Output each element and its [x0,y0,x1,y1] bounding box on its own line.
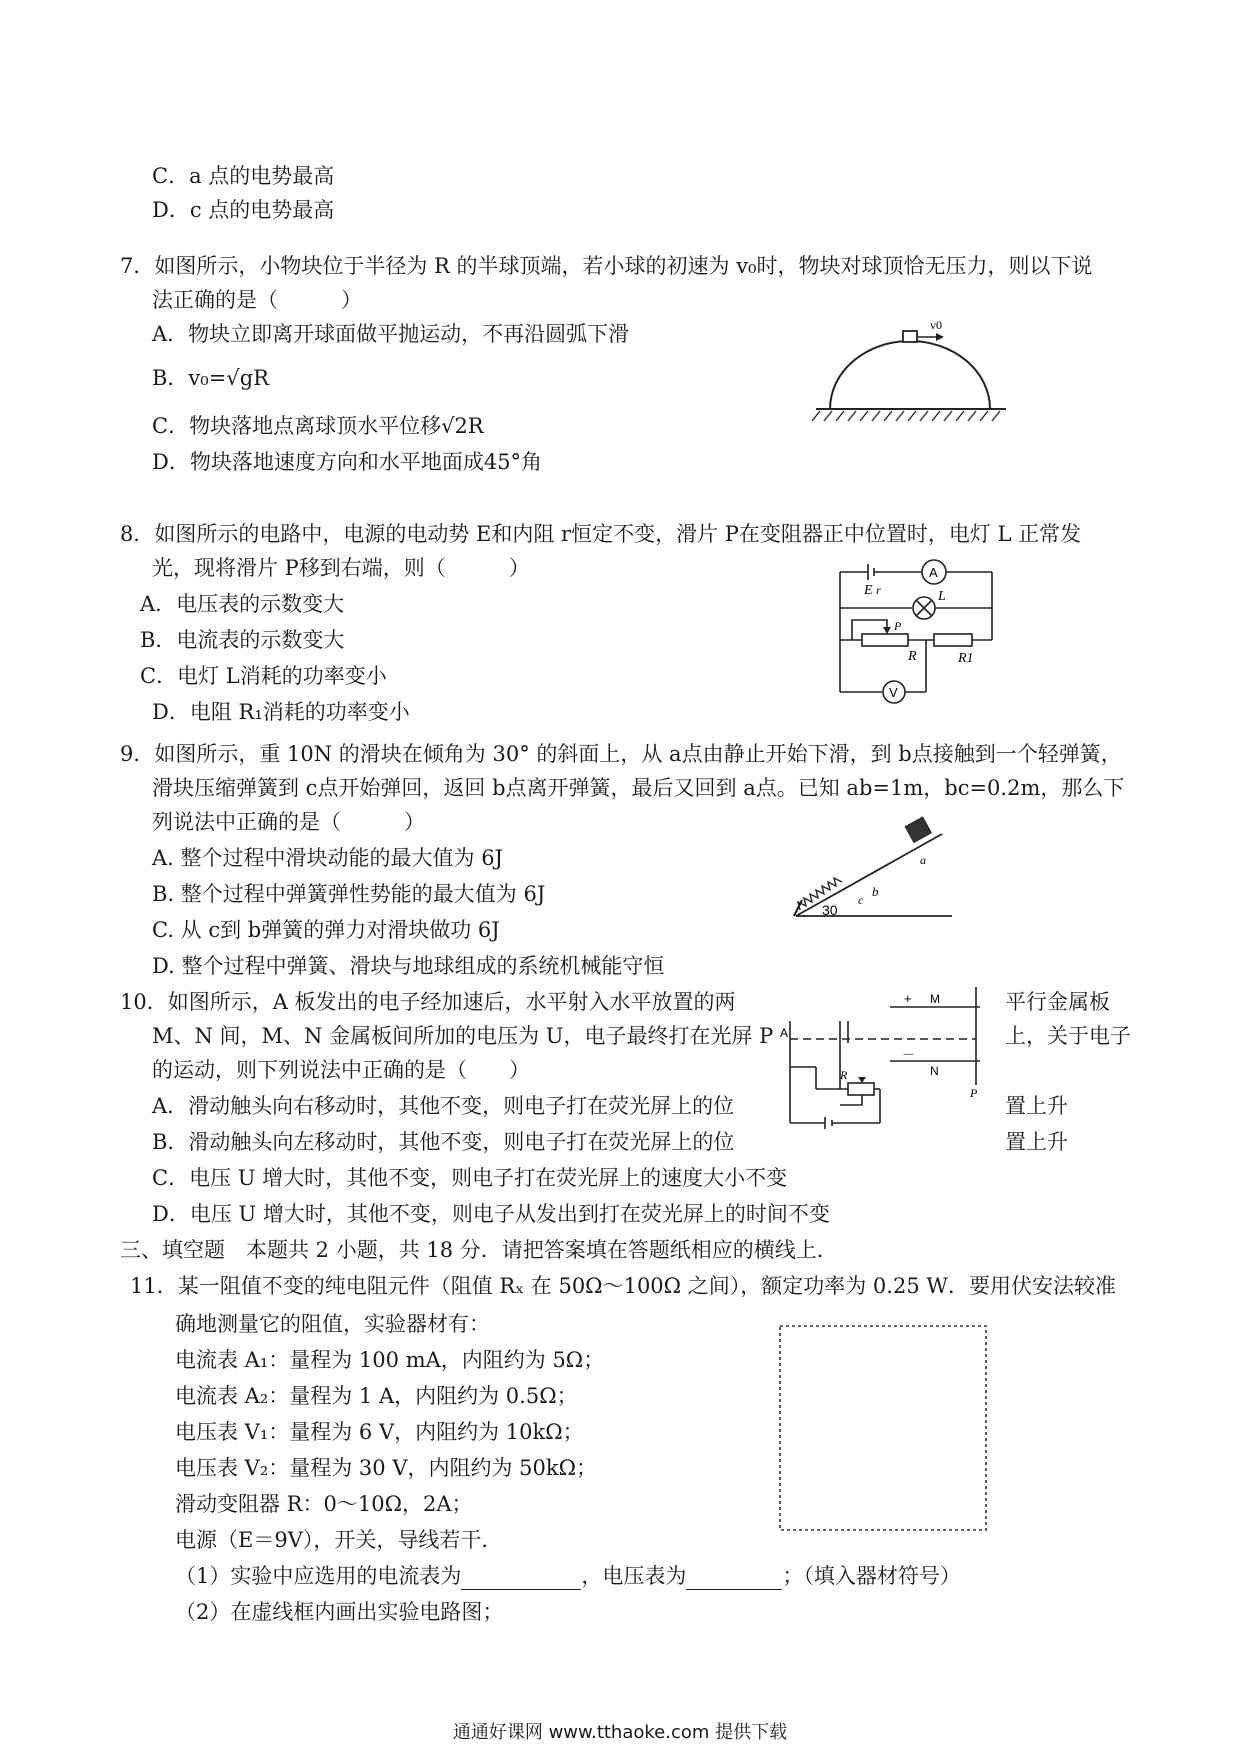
v0-label: v0 [930,318,942,332]
q7-stem-line2: 法正确的是（ ） [152,288,362,312]
label-voltmeter: V [889,685,898,700]
q7-option-c: C．物块落地点离球顶水平位移√2R [152,414,484,438]
section-3-heading: 三、填空题 本题共 2 小题，共 18 分．请把答案填在答题纸相应的横线上． [120,1238,838,1262]
label-P: P [894,619,902,633]
q10-option-b-right: 置上升 [1005,1130,1068,1154]
q8-option-c: C．电灯 L消耗的功率变小 [140,664,387,688]
q9-stem-line1: 9．如图所示，重 10N 的滑块在倾角为 30° 的斜面上，从 a点由静止开始下滑，到 b点接触到一个轻弹簧， [120,742,1122,766]
voltmeter-answer-blank[interactable] [686,1567,782,1590]
q10-stem-line1: 10．如图所示，A 板发出的电子经加速后，水平射入水平放置的两 [120,990,736,1014]
label-R-rheostat: R [840,1068,848,1082]
q10-option-a: A．滑动触头向右移动时，其他不变，则电子打在荧光屏上的位 [152,1094,735,1118]
q7-stem-line1: 7．如图所示，小物块位于半径为 R 的半球顶端，若小球的初速为 v₀时，物块对球顶恰无压力，则以下说 [120,254,1093,278]
q11-item-a1: 电流表 A₁：量程为 100 mA，内阻约为 5Ω； [175,1348,605,1372]
q11-sub1-text-b: ，电压表为 [581,1564,687,1588]
q10-stem-line2-right: 上，关于电子 [1005,1024,1131,1048]
q9-option-a: A. 整个过程中滑块动能的最大值为 6J [152,846,503,870]
q10-stem-line1-right: 平行金属板 [1005,990,1110,1014]
label-b: b [872,884,879,899]
q10-option-d: D．电压 U 增大时，其他不变，则电子从发出到打在荧光屏上的时间不变 [152,1202,830,1226]
q11-item-v2: 电压表 V₂：量程为 30 V，内阻约为 50kΩ； [175,1456,598,1480]
block-shape [903,331,917,342]
label-c: c [858,893,864,907]
label-L: L [938,589,946,604]
label-ammeter: A [929,565,938,580]
q11-stem-line1: 11．某一阻值不变的纯电阻元件（阻值 Rₓ 在 50Ω～100Ω 之间），额定功率为 0.25 W．要用伏安法较准 [130,1274,1116,1298]
circuit-figure-q8 [838,560,998,710]
q8-option-d: D．电阻 R₁消耗的功率变小 [152,700,410,724]
q8-stem-line1: 8．如图所示的电路中，电源的电动势 E和内阻 r恒定不变，滑片 P在变阻器正中位置时，电灯 L 正常发 [120,522,1082,546]
q10-option-a-right: 置上升 [1005,1094,1068,1118]
q11-sub1-text-a: （1）实验中应选用的电流表为 [175,1564,462,1588]
q8-stem-line2: 光，现将滑片 P移到右端，则（ ） [152,556,530,580]
q11-sub1-text-c: ；（填入器材符号） [782,1564,961,1588]
q10-stem-line2: M、N 间，M、N 金属板间所加的电压为 U，电子最终打在光屏 P [152,1024,774,1048]
q11-sub1 [175,1562,961,1590]
q11-item-v1: 电压表 V₁：量程为 6 V，内阻约为 10kΩ； [175,1420,584,1444]
q11-item-rheostat: 滑动变阻器 R：0～10Ω，2A； [175,1492,473,1516]
q6-option-d: D．c 点的电势最高 [152,198,335,222]
q10-stem-line3: 的运动，则下列说法中正确的是（ ） [152,1058,530,1082]
hemisphere-figure [810,318,1010,425]
q10-option-b: B．滑动触头向左移动时，其他不变，则电子打在荧光屏上的位 [152,1130,735,1154]
circuit-drawing-box[interactable] [778,1324,990,1534]
q6-option-c: C．a 点的电势最高 [152,164,335,188]
q7-option-a: A．物块立即离开球面做平抛运动，不再沿圆弧下滑 [152,322,630,346]
incline-figure-q9 [792,812,962,922]
label-plus: + [904,991,912,1006]
q11-item-source: 电源（E＝9V），开关，导线若干． [175,1528,503,1552]
label-R: R [908,649,917,664]
q9-stem-line2: 滑块压缩弹簧到 c点开始弹回，返回 b点离开弹簧，最后又回到 a点。已知 ab=1m，bc=0.2m，那么下 [152,776,1125,800]
label-N: N [930,1064,939,1078]
label-R1: R1 [958,651,974,666]
label-angle: 30 [822,902,838,918]
q9-option-b: B. 整个过程中弹簧弹性势能的最大值为 6J [152,882,546,906]
ammeter-answer-blank[interactable] [461,1567,581,1590]
q10-option-c: C．电压 U 增大时，其他不变，则电子打在荧光屏上的速度大小不变 [152,1166,788,1190]
label-M: M [930,992,940,1006]
q8-option-b: B．电流表的示数变大 [140,628,345,652]
q7-option-d: D．物块落地速度方向和水平地面成45°角 [152,450,543,474]
label-P-screen: P [970,1086,978,1100]
q9-option-c: C. 从 c到 b弹簧的弹力对滑块做功 6J [152,918,500,942]
label-minus: － [902,1047,916,1062]
label-a: a [920,853,926,867]
q9-option-d: D. 整个过程中弹簧、滑块与地球组成的系统机械能守恒 [152,954,665,978]
label-r: r [876,583,881,597]
slider-block [905,817,931,842]
label-E: E [864,583,873,598]
q8-option-a: A．电压表的示数变大 [140,592,345,616]
deflection-figure-q10 [780,985,1000,1135]
q7-option-b: B．v₀=√gR [152,366,269,390]
q11-sub2: （2）在虚线框内画出实验电路图； [175,1600,504,1624]
q11-item-a2: 电流表 A₂：量程为 1 A，内阻约为 0.5Ω； [175,1384,578,1408]
q11-stem-line2: 确地测量它的阻值，实验器材有： [175,1312,490,1336]
q9-stem-line3: 列说法中正确的是（ ） [152,810,425,834]
page-footer: 通通好课网 www.tthaoke.com 提供下载 [452,1722,788,1743]
label-A-plate: A [780,1026,789,1040]
